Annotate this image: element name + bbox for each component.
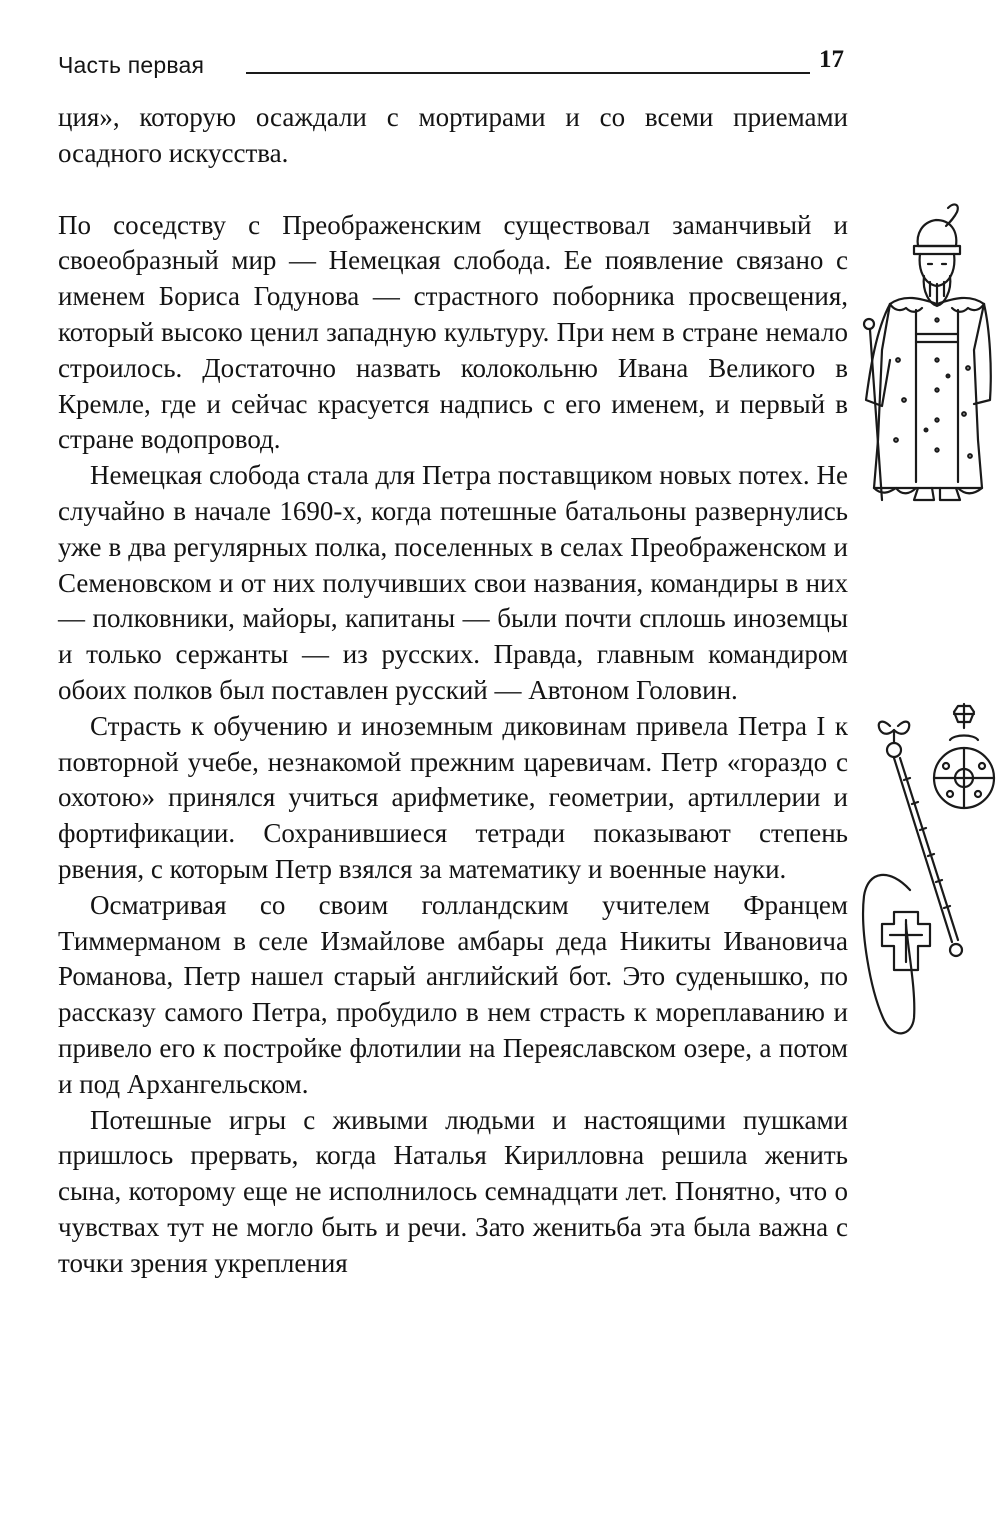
running-header xyxy=(58,46,848,80)
header-rule xyxy=(246,72,810,74)
paragraph-4: Страсть к обучению и иноземным диковинам привела Петра I к повторной учебе, незнакомой прежним царевичам. Петр «гораздо с охотою» принялся учиться арифметике, геометрии, артиллерии и фортификации. Сохранившиеся тетради показывают степень рвения, с которым Петр взялся за математику и военные науки. xyxy=(58,710,848,884)
page-number: 17 xyxy=(819,46,844,73)
section-title: Часть первая xyxy=(58,52,205,78)
paragraph-6: Потешные игры с живыми людьми и настоящими пушками пришлось прервать, когда Наталья Кирилловна решила женить сына, которому еще не исполнилось семнадцати лет. Понятно, что о чувствах тут не могло быть и речи. Зато женитьба эта была важна с точки зрения укрепления xyxy=(58,1104,848,1278)
paragraph-1: ция», которую осаждали с мортирами и со всеми приемами осадного искусства. xyxy=(58,102,848,168)
paragraph-2: По соседству с Преображенским существовал заманчивый и своеобразный мир — Немецкая слобода. Ее появление связано с именем Бориса Годунова — страстного поборника просвещения, который высоко ценил западную культуру. При нем в стране немало строилось. Достаточно назвать колокольню Ивана Великого в Кремле, где и сейчас красуется надпись с его именем, и первый в стране водопровод. xyxy=(58,209,848,455)
boyar-figure-illustration xyxy=(860,200,995,505)
paragraph-5: Осматривая со своим голландским учителем Францем Тиммерманом в селе Измайлове амбары деда Никиты Ивановича Романова, Петр нашел старый английский бот. Это суденышко, по рассказу самого Петра, пробудило в нем страсть к мореплаванию и привело его к постройке флотилии на Переяславском озере, а потом и под Архангельском. xyxy=(58,889,848,1099)
scepter-orb-cross-illustration xyxy=(850,700,1000,1045)
paragraph-3: Немецкая слобода стала для Петра поставщиком новых потех. Не случайно в начале 1690-х, когда потешные батальоны развернулись уже в два регулярных полка, поселенных в селах Преображенском и Семеновском и от них получивших свои названия, командиры в них — полковники, майоры, капитаны — были почти сплошь иноземцы и только сержанты — из русских. Правда, главным командиром обоих полков был поставлен русский — Автоном Головин. xyxy=(58,460,848,705)
body-text xyxy=(58,100,848,1282)
